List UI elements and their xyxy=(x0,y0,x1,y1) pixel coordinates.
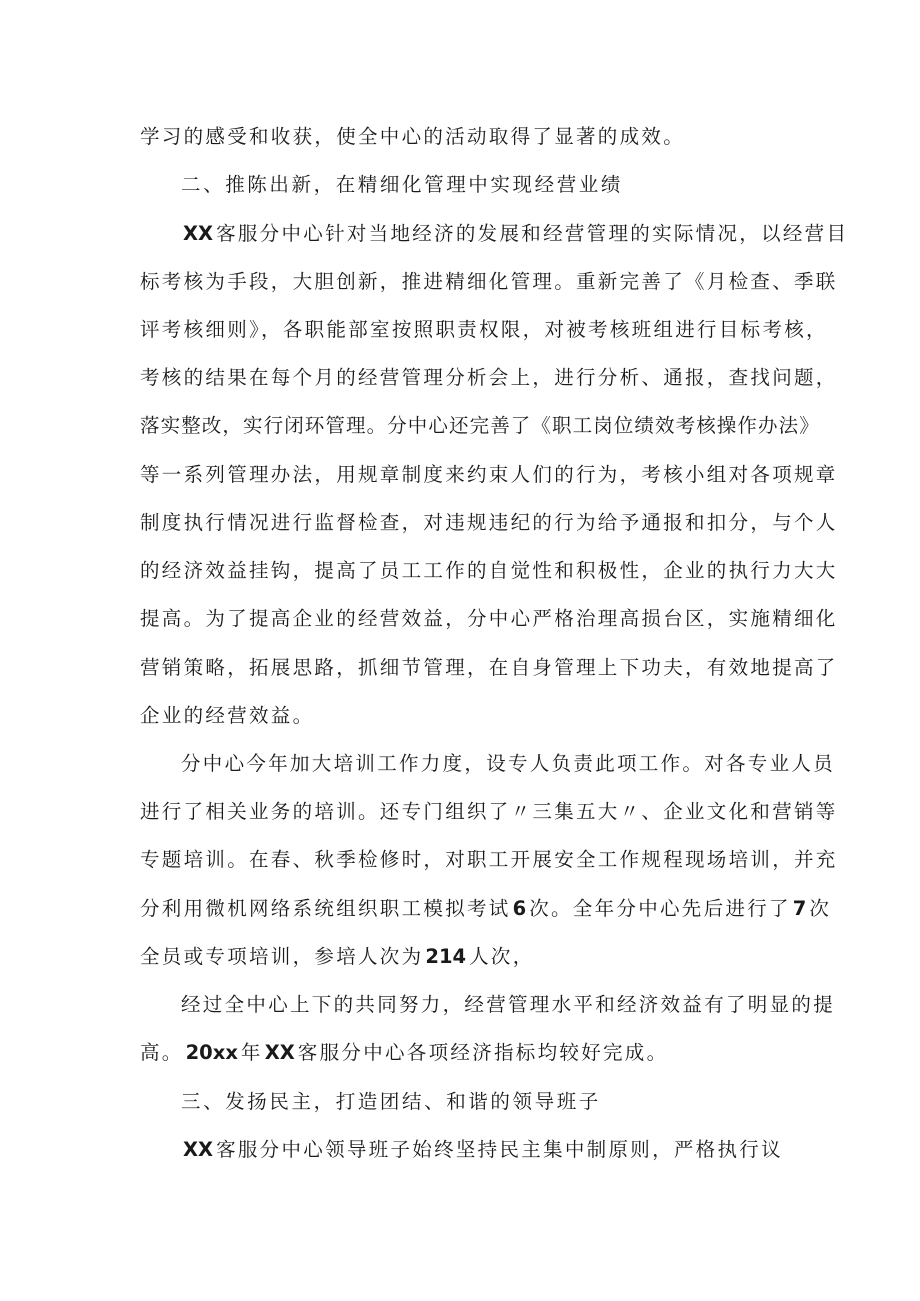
org-code: XX xyxy=(183,222,214,245)
paragraph-3-line-4: 分利用微机网络系统组织职工模拟考试 6 次。全年分中心先后进行了 7 次 xyxy=(140,897,832,920)
exam-count: 6 xyxy=(512,897,527,920)
section-heading-3: 三、发扬民主，打造团结、和谐的领导班子 xyxy=(181,1090,601,1113)
org-code: XX xyxy=(264,1041,295,1064)
paragraph-3-line-1: 分中心今年加大培训工作力度，设专人负责此项工作。对各专业人员 xyxy=(181,752,836,775)
paragraph-2-line-2: 标考核为手段，大胆创新，推进精细化管理。重新完善了《月检查、季联 xyxy=(140,270,838,293)
paragraph-2-line-4: 考核的结果在每个月的经营管理分析会上，进行分析、通报，查找问题， xyxy=(140,366,838,389)
paragraph-2-line-5: 落实整改，实行闭环管理。分中心还完善了《职工岗位绩效考核操作办法》 xyxy=(140,414,820,437)
paragraph-3-line-3: 专题培训。在春、秋季检修时，对职工开展安全工作规程现场培训，并充 xyxy=(140,848,838,871)
paragraph-4-line-2: 高。 20xx 年 XX 客服分中心各项经济指标均较好完成。 xyxy=(140,1041,669,1064)
paragraph-2-line-9: 提高。为了提高企业的经营效益，分中心严格治理高损台区，实施精细化 xyxy=(140,607,838,630)
paragraph-1-line-1: 学习的感受和收获，使全中心的活动取得了显著的成效。 xyxy=(140,125,686,148)
paragraph-2-line-10: 营销策略，拓展思路，抓细节管理，在自身管理上下功夫，有效地提高了 xyxy=(140,656,838,679)
paragraph-2-line-7: 制度执行情况进行监督检查，对违规违纪的行为给予通报和扣分，与个人 xyxy=(140,511,838,534)
paragraph-4-line-1: 经过全中心上下的共同努力，经营管理水平和经济效益有了明显的提 xyxy=(181,993,836,1016)
paragraph-3-line-5: 全员或专项培训，参培人次为 214 人次， xyxy=(140,945,535,968)
section-heading-2: 二、推陈出新，在精细化管理中实现经营业绩 xyxy=(181,173,624,196)
trainee-count: 214 xyxy=(425,945,467,968)
paragraph-2-line-1: XX 客服分中心针对当地经济的发展和经营管理的实际情况，以经营目 xyxy=(183,222,849,245)
paragraph-3-line-2: 进行了相关业务的培训。还专门组织了〃三集五大〃、企业文化和营销等 xyxy=(140,800,838,823)
org-code: XX xyxy=(183,1138,214,1161)
paragraph-2-line-6: 等一系列管理办法，用规章制度来约束人们的行为，考核小组对各项规章 xyxy=(140,463,838,486)
paragraph-2-line-8: 的经济效益挂钩，提高了员工工作的自觉性和积极性，企业的执行力大大 xyxy=(140,559,838,582)
year-code: 20xx xyxy=(185,1041,238,1064)
paragraph-5-line-1: XX 客服分中心领导班子始终坚持民主集中制原则，严格执行议 xyxy=(183,1138,783,1161)
paragraph-2-line-3: 评考核细则》，各职能部室按照职责权限，对被考核班组进行目标考核， xyxy=(140,318,828,341)
paragraph-2-line-11: 企业的经营效益。 xyxy=(140,704,315,727)
training-count: 7 xyxy=(792,897,807,920)
